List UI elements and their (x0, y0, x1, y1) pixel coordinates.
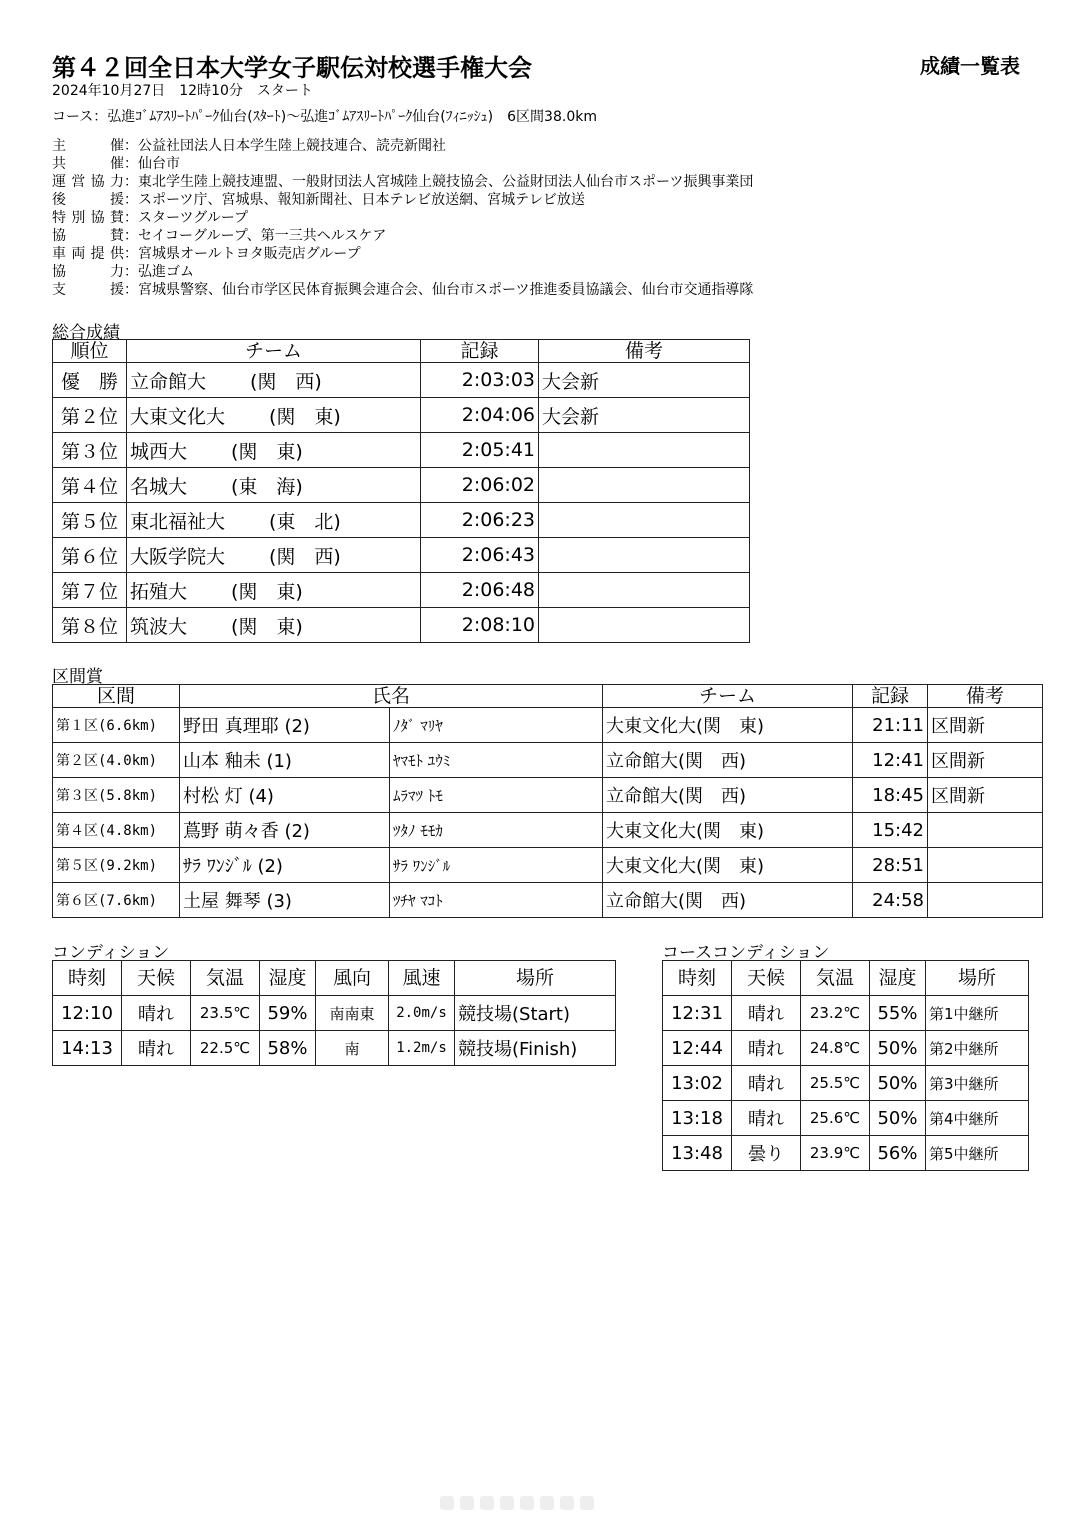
team-cell: 大東文化大(関 東) (603, 848, 853, 883)
time-cell: 12:44 (663, 1031, 732, 1066)
time-cell: 12:10 (53, 996, 122, 1031)
table-row (53, 813, 1043, 848)
time-cell: 24:58 (853, 883, 928, 918)
header-note: 備考 (539, 340, 750, 363)
overall-results-title: 総合成績 (52, 323, 120, 343)
team-name: 名城大 (130, 475, 188, 498)
runner-kana-cell: ﾂﾀﾉ ﾓﾓｶ (390, 813, 603, 848)
temperature-cell: 24.8℃ (801, 1031, 870, 1066)
weather-cell: 晴れ (732, 996, 801, 1031)
team-region: (東 海) (231, 475, 303, 498)
rank-cell: 第５位 (53, 503, 127, 538)
note-cell (928, 848, 1043, 883)
runner-kana-cell: ﾑﾗﾏﾂ ﾄﾓ (390, 778, 603, 813)
time-cell: 2:06:23 (421, 503, 539, 538)
team-cell (127, 433, 421, 468)
time-cell: 13:18 (663, 1101, 732, 1136)
header-place: 場所 (926, 961, 1029, 996)
header-section: 区間 (53, 685, 180, 708)
table-row (53, 433, 750, 468)
section-cell: 第３区(5.8km) (53, 778, 180, 813)
sponsor-row (52, 137, 753, 155)
temperature-cell: 25.5℃ (801, 1066, 870, 1101)
place-cell: 競技場(Start) (455, 996, 616, 1031)
note-cell (539, 608, 750, 643)
note-cell (539, 433, 750, 468)
team-cell (127, 608, 421, 643)
table-row (663, 1101, 1029, 1136)
runner-kana-cell: ﾔﾏﾓﾄ ﾕｳﾐ (390, 743, 603, 778)
time-cell: 2:06:02 (421, 468, 539, 503)
table-row (53, 883, 1043, 918)
document-type-label: 成績一覧表 (920, 54, 1020, 78)
header-humidity: 湿度 (260, 961, 316, 996)
rank-cell: 第７位 (53, 573, 127, 608)
time-cell: 2:06:48 (421, 573, 539, 608)
team-name: 東北福祉大 (130, 510, 226, 533)
header-temperature: 気温 (801, 961, 870, 996)
table-header-row (53, 340, 750, 363)
team-name: 大阪学院大 (130, 545, 226, 568)
time-cell: 2:08:10 (421, 608, 539, 643)
header-time: 時刻 (663, 961, 732, 996)
note-cell: 大会新 (539, 363, 750, 398)
sponsor-label: 後 援 (52, 192, 124, 208)
wind-direction-cell: 南 (316, 1031, 389, 1066)
header-wind-direction: 風向 (316, 961, 389, 996)
rank-cell: 第６位 (53, 538, 127, 573)
runner-name-cell: 土屋 舞琴 (3) (180, 883, 390, 918)
team-region: (関 東) (231, 615, 303, 638)
section-cell: 第５区(9.2km) (53, 848, 180, 883)
course-condition-table (662, 960, 1029, 1171)
sponsor-value: ：セイコーグループ、第一三共ヘルスケア (124, 228, 387, 244)
table-row (53, 743, 1043, 778)
header-time: 記録 (421, 340, 539, 363)
sponsor-label: 車 両 提 供 (52, 246, 124, 262)
sponsor-row (52, 191, 753, 209)
place-cell: 第4中継所 (926, 1101, 1029, 1136)
place-cell: 第2中継所 (926, 1031, 1029, 1066)
course-description: コース：弘進ｺﾞﾑｱｽﾘｰﾄﾊﾟｰｸ仙台(ｽﾀｰﾄ)～弘進ｺﾞﾑｱｽﾘｰﾄﾊﾟｰｸ仙台(ﾌｨﾆｯｼｭ) 6区間38.0km (52, 109, 597, 125)
team-name: 立命館大 (130, 370, 207, 393)
table-row (663, 1066, 1029, 1101)
team-cell: 立命館大(関 西) (603, 883, 853, 918)
sponsor-row (52, 173, 753, 191)
note-cell (928, 883, 1043, 918)
sponsor-value: ：公益社団法人日本学生陸上競技連合、読売新聞社 (124, 138, 446, 154)
table-row (53, 573, 750, 608)
table-row (53, 608, 750, 643)
weather-cell: 曇り (732, 1136, 801, 1171)
runner-name-cell: 蔦野 萌々香 (2) (180, 813, 390, 848)
section-awards-title: 区間賞 (52, 667, 103, 687)
runner-name-cell: 山本 釉未 (1) (180, 743, 390, 778)
team-region: (関 西) (269, 545, 341, 568)
header-team: チーム (127, 340, 421, 363)
sponsor-label: 運 営 協 力 (52, 174, 124, 190)
table-header-row (663, 961, 1029, 996)
page-title: 第４２回全日本大学女子駅伝対校選手権大会 (52, 54, 532, 82)
sponsor-label: 共 催 (52, 156, 124, 172)
sponsor-row (52, 281, 753, 299)
temperature-cell: 23.9℃ (801, 1136, 870, 1171)
team-name: 筑波大 (130, 615, 188, 638)
table-row (53, 708, 1043, 743)
section-awards-table (52, 684, 1043, 918)
note-cell (539, 573, 750, 608)
header-weather: 天候 (122, 961, 191, 996)
note-cell: 大会新 (539, 398, 750, 433)
time-cell: 21:11 (853, 708, 928, 743)
team-name: 拓殖大 (130, 580, 188, 603)
wind-speed-cell: 1.2m/s (389, 1031, 455, 1066)
table-row (53, 363, 750, 398)
humidity-cell: 55% (870, 996, 926, 1031)
runner-name-cell: ｻﾗ ﾜﾝｼﾞﾙ (2) (180, 848, 390, 883)
note-cell: 区間新 (928, 743, 1043, 778)
watermark-icon (440, 1496, 640, 1512)
sponsor-row (52, 209, 753, 227)
runner-name-cell: 村松 灯 (4) (180, 778, 390, 813)
overall-results-table (52, 339, 750, 643)
header-note: 備考 (928, 685, 1043, 708)
runner-name-cell: 野田 真理耶 (2) (180, 708, 390, 743)
temperature-cell: 25.6℃ (801, 1101, 870, 1136)
header-temperature: 気温 (191, 961, 260, 996)
sponsor-value: ：弘進ゴム (124, 264, 194, 280)
table-row (53, 538, 750, 573)
time-cell: 14:13 (53, 1031, 122, 1066)
place-cell: 第5中継所 (926, 1136, 1029, 1171)
section-cell: 第６区(7.6km) (53, 883, 180, 918)
team-region: (関 東) (231, 440, 303, 463)
team-name: 大東文化大 (130, 405, 226, 428)
header-weather: 天候 (732, 961, 801, 996)
team-name: 城西大 (130, 440, 188, 463)
team-cell (127, 363, 421, 398)
note-cell: 区間新 (928, 778, 1043, 813)
team-cell (127, 573, 421, 608)
sponsor-value: ：仙台市 (124, 156, 180, 172)
sponsor-row (52, 227, 753, 245)
runner-kana-cell: ﾉﾀﾞ ﾏﾘﾔ (390, 708, 603, 743)
section-cell: 第４区(4.8km) (53, 813, 180, 848)
note-cell (928, 813, 1043, 848)
time-cell: 15:42 (853, 813, 928, 848)
table-row (53, 848, 1043, 883)
time-cell: 13:48 (663, 1136, 732, 1171)
time-cell: 13:02 (663, 1066, 732, 1101)
rank-cell: 第３位 (53, 433, 127, 468)
team-cell (127, 538, 421, 573)
wind-speed-cell: 2.0m/s (389, 996, 455, 1031)
weather-cell: 晴れ (122, 996, 191, 1031)
sponsor-value: ：スターツグループ (124, 210, 249, 226)
wind-direction-cell: 南南東 (316, 996, 389, 1031)
sponsor-row (52, 263, 753, 281)
humidity-cell: 59% (260, 996, 316, 1031)
humidity-cell: 50% (870, 1101, 926, 1136)
time-cell: 18:45 (853, 778, 928, 813)
course-condition-title: コースコンディション (662, 943, 830, 963)
sponsor-value: ：スポーツ庁、宮城県、報知新聞社、日本テレビ放送網、宮城テレビ放送 (124, 192, 585, 208)
team-cell: 大東文化大(関 東) (603, 813, 853, 848)
table-row (663, 1031, 1029, 1066)
team-cell: 大東文化大(関 東) (603, 708, 853, 743)
runner-kana-cell: ﾂﾁﾔ ﾏｺﾄ (390, 883, 603, 918)
temperature-cell: 22.5℃ (191, 1031, 260, 1066)
temperature-cell: 23.2℃ (801, 996, 870, 1031)
time-cell: 12:41 (853, 743, 928, 778)
table-row (53, 778, 1043, 813)
humidity-cell: 58% (260, 1031, 316, 1066)
sponsor-label: 特 別 協 賛 (52, 210, 124, 226)
table-row (53, 398, 750, 433)
team-cell (127, 503, 421, 538)
weather-cell: 晴れ (732, 1031, 801, 1066)
time-cell: 2:04:06 (421, 398, 539, 433)
rank-cell: 第２位 (53, 398, 127, 433)
table-header-row (53, 961, 616, 996)
header-rank: 順位 (53, 340, 127, 363)
humidity-cell: 50% (870, 1031, 926, 1066)
team-region: (関 西) (250, 370, 322, 393)
weather-cell: 晴れ (732, 1066, 801, 1101)
team-cell: 立命館大(関 西) (603, 778, 853, 813)
sponsor-value: ：宮城県警察、仙台市学区民体育振興会連合会、仙台市スポーツ推進委員協議会、仙台市交通指導隊 (124, 282, 754, 298)
place-cell: 第3中継所 (926, 1066, 1029, 1101)
team-cell: 立命館大(関 西) (603, 743, 853, 778)
sponsor-row (52, 155, 753, 173)
time-cell: 12:31 (663, 996, 732, 1031)
sponsor-label: 支 援 (52, 282, 124, 298)
sponsor-label: 主 催 (52, 138, 124, 154)
sponsor-row (52, 245, 753, 263)
humidity-cell: 56% (870, 1136, 926, 1171)
header-humidity: 湿度 (870, 961, 926, 996)
team-region: (関 東) (269, 405, 341, 428)
weather-cell: 晴れ (732, 1101, 801, 1136)
condition-title: コンディション (52, 943, 170, 963)
table-row (53, 996, 616, 1031)
rank-cell: 優 勝 (53, 363, 127, 398)
time-cell: 2:06:43 (421, 538, 539, 573)
header-team: チーム (603, 685, 853, 708)
runner-kana-cell: ｻﾗ ﾜﾝｼﾞﾙ (390, 848, 603, 883)
section-cell: 第２区(4.0km) (53, 743, 180, 778)
note-cell (539, 538, 750, 573)
header-time: 時刻 (53, 961, 122, 996)
note-cell (539, 503, 750, 538)
table-header-row (53, 685, 1043, 708)
time-cell: 28:51 (853, 848, 928, 883)
header-wind-speed: 風速 (389, 961, 455, 996)
note-cell (539, 468, 750, 503)
condition-table (52, 960, 616, 1066)
table-row (53, 468, 750, 503)
team-region: (関 東) (231, 580, 303, 603)
header-place: 場所 (455, 961, 616, 996)
place-cell: 競技場(Finish) (455, 1031, 616, 1066)
team-cell (127, 468, 421, 503)
sponsor-label: 協 賛 (52, 228, 124, 244)
rank-cell: 第８位 (53, 608, 127, 643)
sponsor-list (52, 137, 753, 299)
rank-cell: 第４位 (53, 468, 127, 503)
team-cell (127, 398, 421, 433)
humidity-cell: 50% (870, 1066, 926, 1101)
table-row (663, 1136, 1029, 1171)
temperature-cell: 23.5℃ (191, 996, 260, 1031)
time-cell: 2:05:41 (421, 433, 539, 468)
sponsor-label: 協 力 (52, 264, 124, 280)
table-row (663, 996, 1029, 1031)
table-row (53, 1031, 616, 1066)
table-row (53, 503, 750, 538)
sponsor-value: ：宮城県オールトヨタ販売店グループ (124, 246, 361, 262)
time-cell: 2:03:03 (421, 363, 539, 398)
header-name: 氏名 (180, 685, 603, 708)
weather-cell: 晴れ (122, 1031, 191, 1066)
team-region: (東 北) (269, 510, 341, 533)
place-cell: 第1中継所 (926, 996, 1029, 1031)
start-datetime: 2024年10月27日 12時10分 スタート (52, 83, 313, 99)
header-time: 記録 (853, 685, 928, 708)
sponsor-value: ：東北学生陸上競技連盟、一般財団法人宮城陸上競技協会、公益財団法人仙台市スポーツ振興事業団 (124, 174, 754, 190)
section-cell: 第１区(6.6km) (53, 708, 180, 743)
note-cell: 区間新 (928, 708, 1043, 743)
